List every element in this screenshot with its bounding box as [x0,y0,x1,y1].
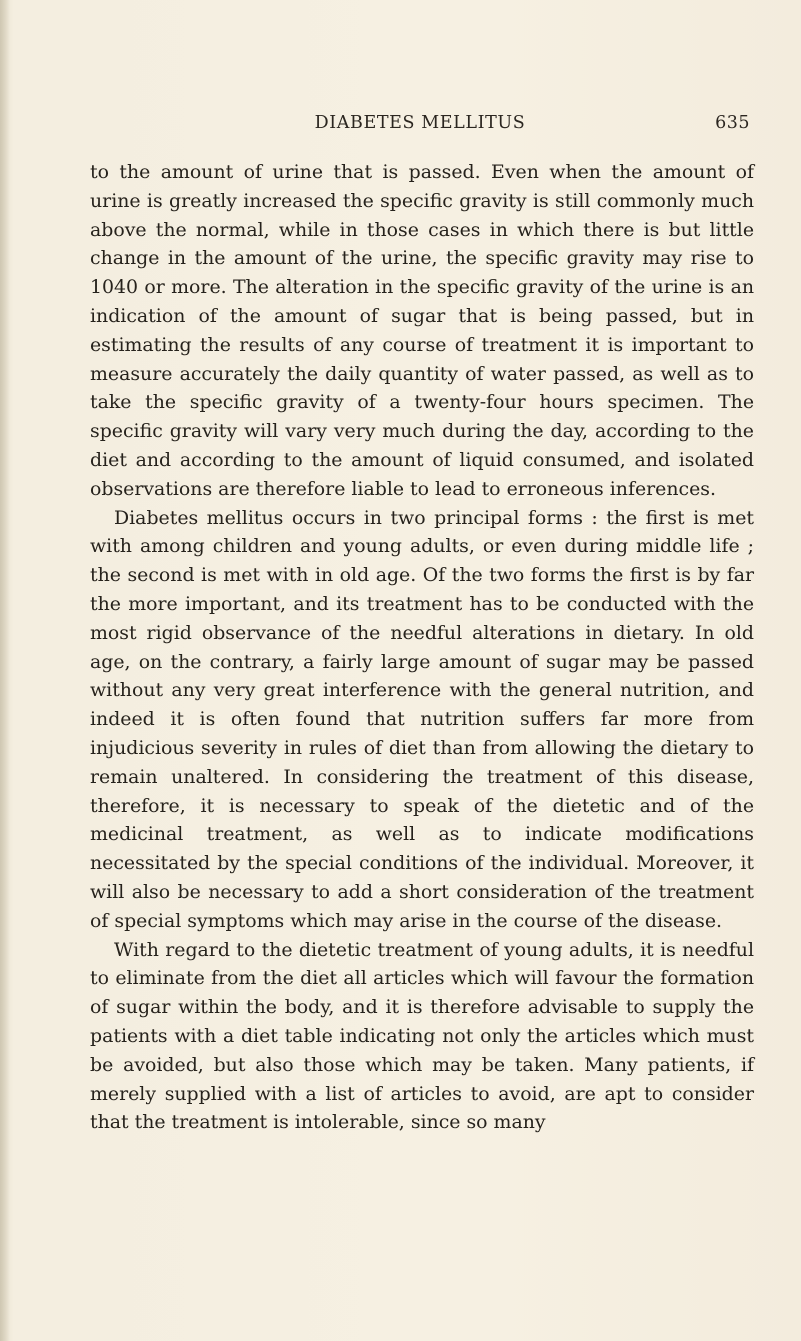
paragraph-1: to the amount of urine that is passed. Even when the amount of urine is greatly increased the specific gravity is still commonly much above the normal, while in those cases in which there is but little change in the amount of the urine, the specific gravity may rise to 1040 or more. The alteration in the specific gravity of the urine is an indication of the amount of sugar that is being passed, but in estimating the results of any course of treatment it is important to measure accurately the daily quantity of water passed, as well as to take the specific gravity of a twenty-four hours specimen. The specific gravity will vary very much during the day, according to the diet and according to the amount of liquid consumed, and isolated observations are therefore liable to lead to erroneous inferences. [90,161,754,500]
paragraph-3: With regard to the dietetic treatment of young adults, it is needful to eliminate from the diet all articles which will favour the formation of sugar within the body, and it is therefore advisable to supply the patients with a diet table indicating not only the articles which must be avoided, but also those which may be taken. Many patients, if merely supplied with a list of articles to avoid, are apt to consider that the treatment is intolerable, since so many [90,938,754,1134]
page-header [90,113,750,141]
paragraph-2: Diabetes mellitus occurs in two principal forms : the first is met with among children and young adults, or even during middle life ; the second is met with in old age. Of the two forms the first is by far the more important, and its treatment has to be conducted with the most rigid observance of the needful alterations in dietary. In old age, on the contrary, a fairly large amount of sugar may be passed without any very great interference with the general nutrition, and indeed it is often found that nutrition suffers far more from injudicious severity in rules of diet than from allowing the dietary to remain unaltered. In considering the treatment of this disease, therefore, it is necessary to speak of the dietetic and of the medicinal treatment, as well as to indicate modifications necessitated by the special conditions of the individual. Moreover, it will also be necessary to add a short consideration of the treatment of special symptoms which may arise in the course of the disease. [90,506,754,932]
body-text [90,158,754,1137]
page-edge-shadow [0,0,10,1341]
running-title: DIABETES MELLITUS [314,113,526,133]
page-number: 635 [715,113,750,133]
